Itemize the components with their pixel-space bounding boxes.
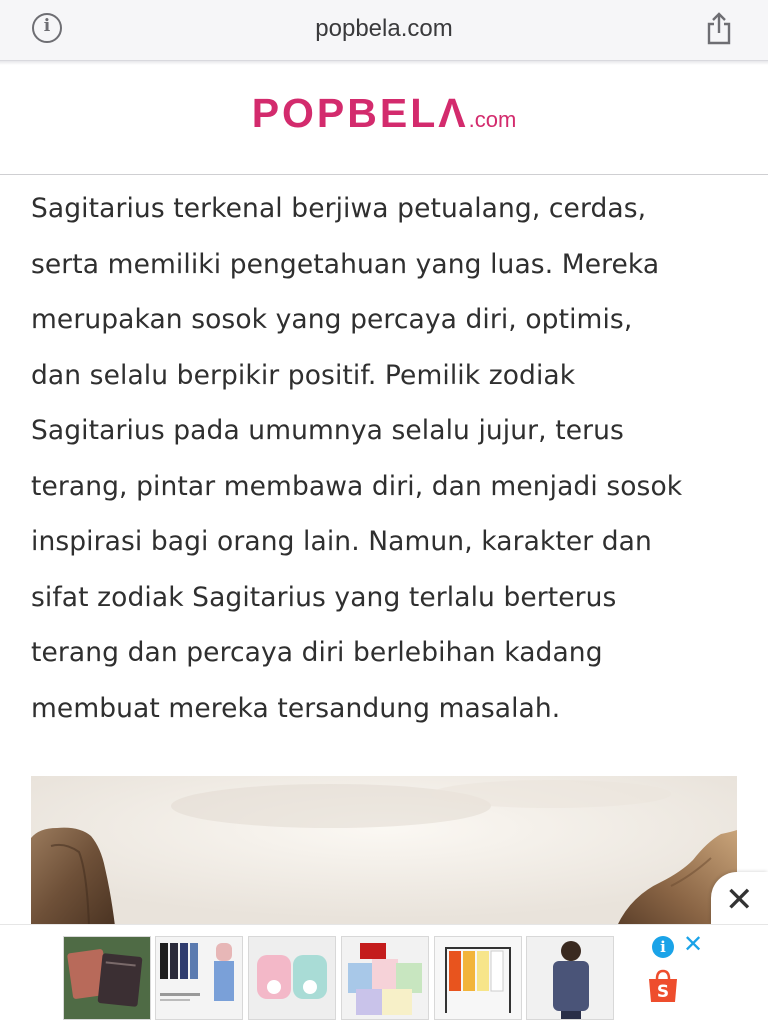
article-line: dan selalu berpikir positif. Pemilik zodiak <box>31 359 576 391</box>
article-line: terang dan percaya diri berlebihan kadang <box>31 637 603 668</box>
article-line: serta memiliki pengetahuan yang luas. Mereka <box>31 248 660 280</box>
svg-text:S: S <box>656 982 670 1002</box>
ad-product-thumb[interactable] <box>434 936 522 1020</box>
article-line: inspirasi bagi orang lain. Namun, karakter dan <box>31 526 652 557</box>
shopee-bag-icon[interactable] <box>646 968 680 1004</box>
browser-url-bar <box>0 0 768 61</box>
info-circle-icon[interactable]: i <box>32 13 62 43</box>
article-line: merupakan sosok yang percaya diri, optimis, <box>31 304 633 335</box>
ad-choices-info-icon[interactable]: i <box>652 936 674 958</box>
article-line: terang, pintar membawa diri, dan menjadi sosok <box>31 470 683 502</box>
ad-product-thumb[interactable] <box>526 936 614 1020</box>
ad-product-thumb[interactable] <box>63 936 151 1020</box>
url-domain[interactable]: popbela.com <box>315 15 453 42</box>
logo-suffix-text: .com <box>468 107 517 132</box>
article-line: Sagitarius terkenal berjiwa petualang, cerdas, <box>31 193 647 224</box>
article-line: membuat mereka tersandung masalah. <box>31 692 561 724</box>
site-logo[interactable] <box>0 90 768 137</box>
article-line: Sagitarius pada umumnya selalu jujur, terus <box>31 415 624 446</box>
site-header <box>0 66 768 175</box>
close-icon: ✕ <box>725 880 754 920</box>
ad-product-thumb[interactable] <box>341 936 429 1020</box>
article-line: sifat zodiak Sagitarius yang terlalu berterus <box>31 581 617 613</box>
ad-dismiss-icon[interactable]: ✕ <box>683 930 704 958</box>
logo-main-text: POPBELΛ <box>251 90 469 136</box>
url-bar-shadow <box>0 61 768 65</box>
ad-product-thumb[interactable] <box>248 936 336 1020</box>
ad-close-button[interactable] <box>711 872 768 924</box>
ad-product-thumb[interactable] <box>155 936 243 1020</box>
article-hero-image <box>31 776 737 926</box>
article-paragraph <box>31 181 751 736</box>
share-icon[interactable] <box>705 12 733 46</box>
